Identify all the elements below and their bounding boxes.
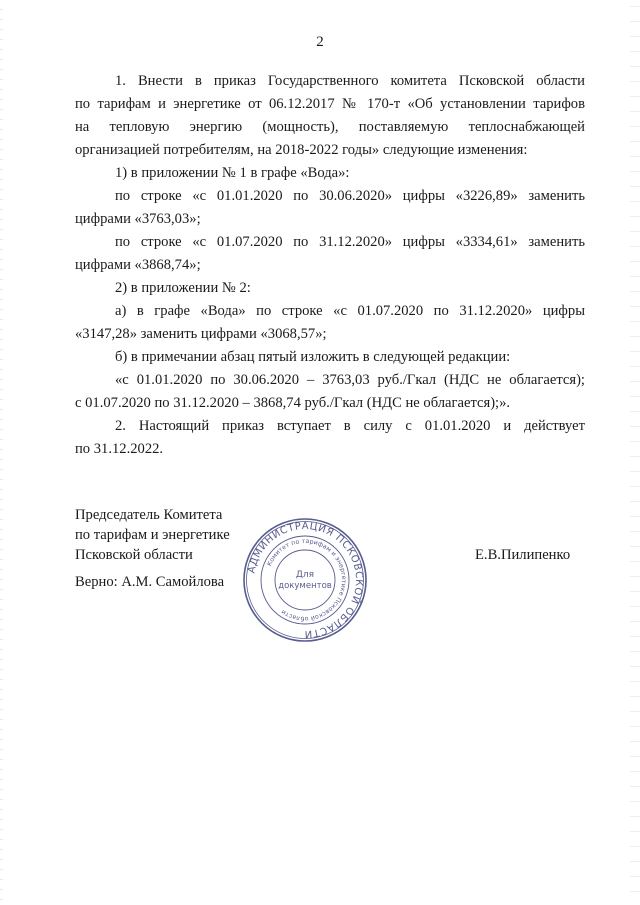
sub-item-1a: [75, 185, 585, 231]
text-line: по строке «с 01.01.2020 по 30.06.2020» цифры «3226,89» заменить: [115, 188, 585, 204]
text-line: по тарифам и энергетике от 06.12.2017 № 170-т «Об установлении тарифов: [75, 96, 585, 112]
official-stamp: [242, 517, 368, 643]
sub-item-2b: [75, 346, 585, 369]
text-line: с 01.07.2020 по 31.12.2020 – 3868,74 руб./Гкал (НДС не облагается);».: [75, 395, 511, 411]
text-line: 2. Настоящий приказ вступает в силу с 01.01.2020 и действует: [115, 418, 585, 434]
text-line: цифрами «3763,03»;: [75, 211, 201, 227]
svg-text:Комитет по тарифам и энергетик: Комитет по тарифам и энергетике Псковской области: [265, 537, 348, 623]
text-line: по 31.12.2022.: [75, 441, 164, 457]
sub-item-1: [75, 162, 585, 185]
text-line: 1. Внести в приказ Государственного комитета Псковской области: [115, 73, 585, 89]
item-2-paragraph: [75, 415, 585, 461]
certified-by: Верно: А.М. Самойлова: [75, 574, 225, 590]
position-line: по тарифам и энергетике: [75, 527, 230, 543]
text-line: на тепловую энергию (мощность), поставляемую теплоснабжающей: [75, 119, 585, 135]
text-line: 2) в приложении № 2:: [115, 280, 251, 296]
svg-text:АДМИНИСТРАЦИЯ ПСКОВСКОЙ ОБЛАСТ: АДМИНИСТРАЦИЯ ПСКОВСКОЙ ОБЛАСТИ: [246, 520, 365, 640]
position-line: Председатель Комитета: [75, 507, 223, 523]
sub-item-2a: [75, 300, 585, 346]
position-line: Псковской области: [75, 547, 193, 563]
sub-item-2: [75, 277, 585, 300]
signatory-name: Е.В.Пилипенко: [475, 547, 571, 563]
text-line: б) в примечании абзац пятый изложить в следующей редакции:: [115, 349, 511, 365]
text-line: цифрами «3868,74»;: [75, 257, 201, 273]
text-line: а) в графе «Вода» по строке «с 01.07.2020 по 31.12.2020» цифры: [115, 303, 585, 319]
sub-item-1b: [75, 231, 585, 277]
page-number: 2: [316, 34, 324, 50]
text-line: по строке «с 01.07.2020 по 31.12.2020» цифры «3334,61» заменить: [115, 234, 585, 250]
text-line: 1) в приложении № 1 в графе «Вода»:: [115, 165, 350, 181]
scan-edge-left: [0, 0, 3, 905]
text-line: «с 01.01.2020 по 30.06.2020 – 3763,03 руб./Гкал (НДС не облагается);: [115, 372, 585, 388]
quote-paragraph: [75, 369, 585, 415]
text-line: организацией потребителям, на 2018-2022 годы» следующие изменения:: [75, 142, 528, 158]
item-1-paragraph: [75, 70, 585, 162]
signatory-position: [75, 505, 230, 565]
svg-text:Для: Для: [295, 570, 315, 580]
text-line: «3147,28» заменить цифрами «3068,57»;: [75, 326, 327, 342]
scan-edge-right: [630, 0, 640, 905]
svg-text:документов: документов: [278, 581, 332, 591]
